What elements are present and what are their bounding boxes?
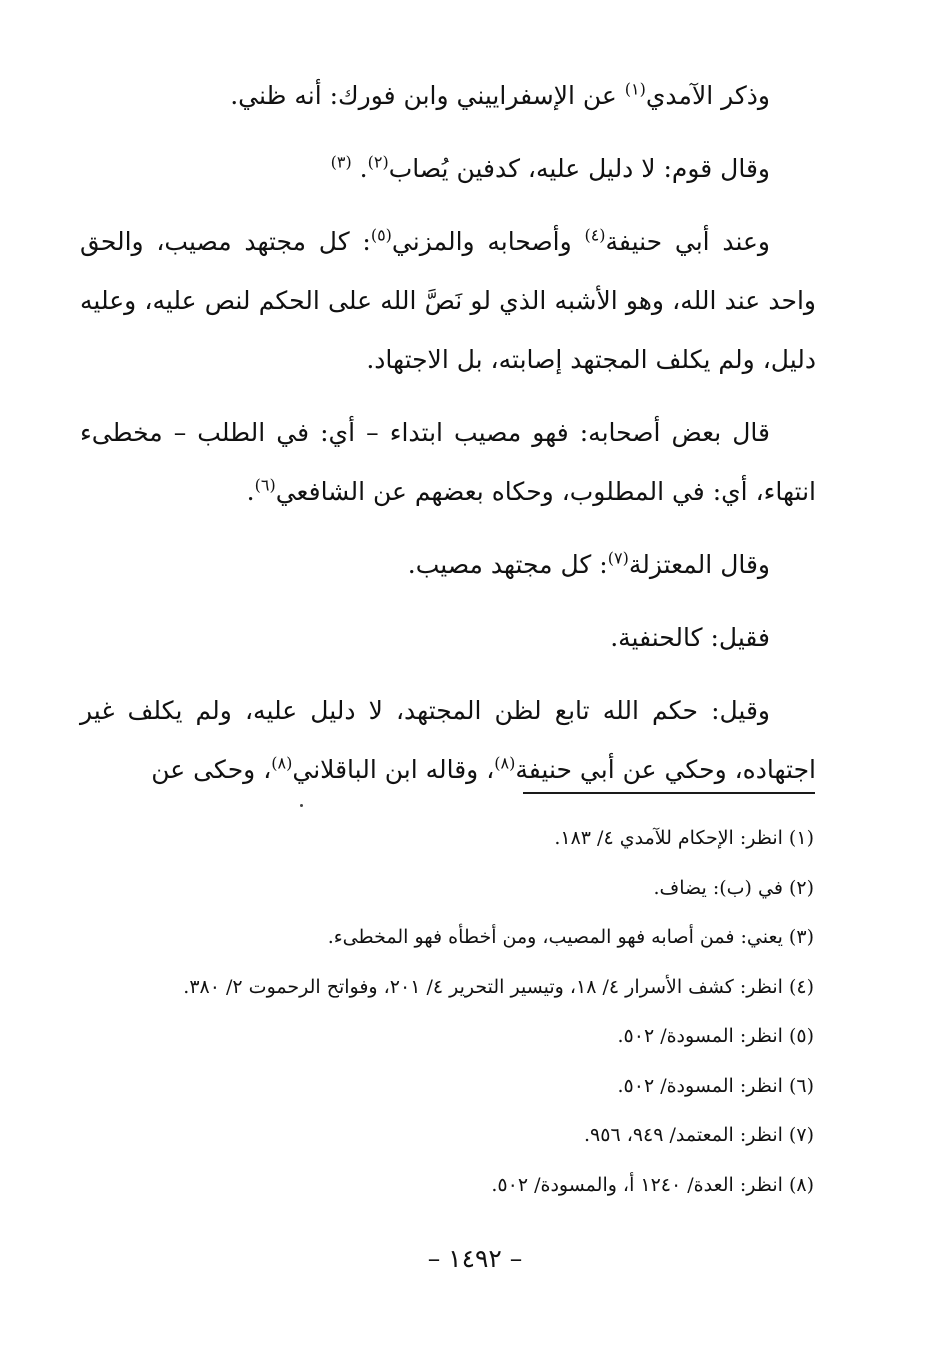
footnote-ref: (٧) (607, 548, 629, 568)
text-run: وقيل: حكم الله تابع لظن المجتهد، لا دليل عليه، ولم يكلف غير اجتهاده، وحكي عن أبي حنيفة (80, 696, 816, 784)
footnotes (80, 814, 814, 1210)
footnote-ref: (١) (624, 79, 646, 99)
paragraph (80, 66, 816, 125)
footnote: (١) انظر: الإحكام للآمدي ٤/ ١٨٣. (554, 827, 814, 849)
text-run: ، وحكى عن (151, 755, 272, 784)
text-run: وعند أبي حنيفة (605, 227, 771, 256)
text-run: ، وقاله ابن الباقلاني (292, 755, 495, 784)
paragraph (80, 212, 816, 389)
footnote-ref: (٨) (271, 753, 293, 773)
text-run: عن الإسفراييني وابن فورك: أنه ظني. (230, 81, 625, 110)
footnote: (٦) انظر: المسودة/ ٥٠٢. (617, 1074, 814, 1097)
footnote-ref: (٥) (370, 225, 392, 245)
footnote-ref: (٦) (254, 475, 276, 495)
text-run: قال بعض أصحابه: فهو مصيب ابتداء – أي: في الطلب – مخطىء انتهاء، أي: في المطلوب، وحكاه بعضهم عن الشافعي (80, 418, 816, 506)
text-run: وقال المعتزلة (628, 550, 770, 579)
text-run: : كل مجتهد مصيب، والحق واحد عند الله، وهو الأشبه الذي لو نَصَّ الله على الحكم لنص عليه، وعليه دليل، ولم يكلف المجتهد إصابته، بل الاجتهاد. (80, 227, 816, 374)
footnote: (٢) في (ب): يضاف. (653, 876, 814, 899)
footnote: (٤) انظر: كشف الأسرار ٤/ ١٨، وتيسير التحرير ٤/ ٢٠١، وفواتح الرحموت ٢/ ٣٨٠. (183, 975, 814, 998)
footnote-ref: (٤) (584, 225, 606, 245)
footnote: (٥) انظر: المسودة/ ٥٠٢. (617, 1025, 814, 1047)
paragraph (80, 681, 816, 799)
page-number: – ١٤٩٢ – (427, 1244, 523, 1273)
paragraph (80, 139, 816, 198)
paragraph (80, 535, 816, 594)
footnote-ref: (٢) (367, 152, 389, 172)
text-run: وأصحابه والمزني (391, 227, 585, 256)
footnote: (٣) يعني: فمن أصابه فهو المصيب، ومن أخطأه فهو المخطىء. (327, 926, 814, 948)
scan-speck (300, 804, 303, 807)
footnote-ref: (٨) (494, 753, 516, 773)
main-text (80, 66, 816, 799)
text-run: . (351, 154, 368, 183)
footnote: (٧) انظر: المعتمد/ ٩٤٩، ٩٥٦. (584, 1124, 814, 1146)
text-run: وذكر الآمدي (645, 81, 770, 110)
paragraph (80, 608, 816, 667)
footnote-ref: (٣) (330, 152, 352, 172)
text-run: وقال قوم: لا دليل عليه، كدفين يُصاب (388, 154, 770, 183)
text-run: : كل مجتهد مصيب. (407, 550, 608, 579)
footnote-divider (523, 792, 815, 794)
text-run: . (246, 477, 255, 506)
text-run: فقيل: كالحنفية. (610, 623, 770, 652)
footnote: (٨) انظر: العدة/ ١٢٤٠ أ، والمسودة/ ٥٠٢. (491, 1173, 814, 1196)
paragraph (80, 403, 816, 521)
